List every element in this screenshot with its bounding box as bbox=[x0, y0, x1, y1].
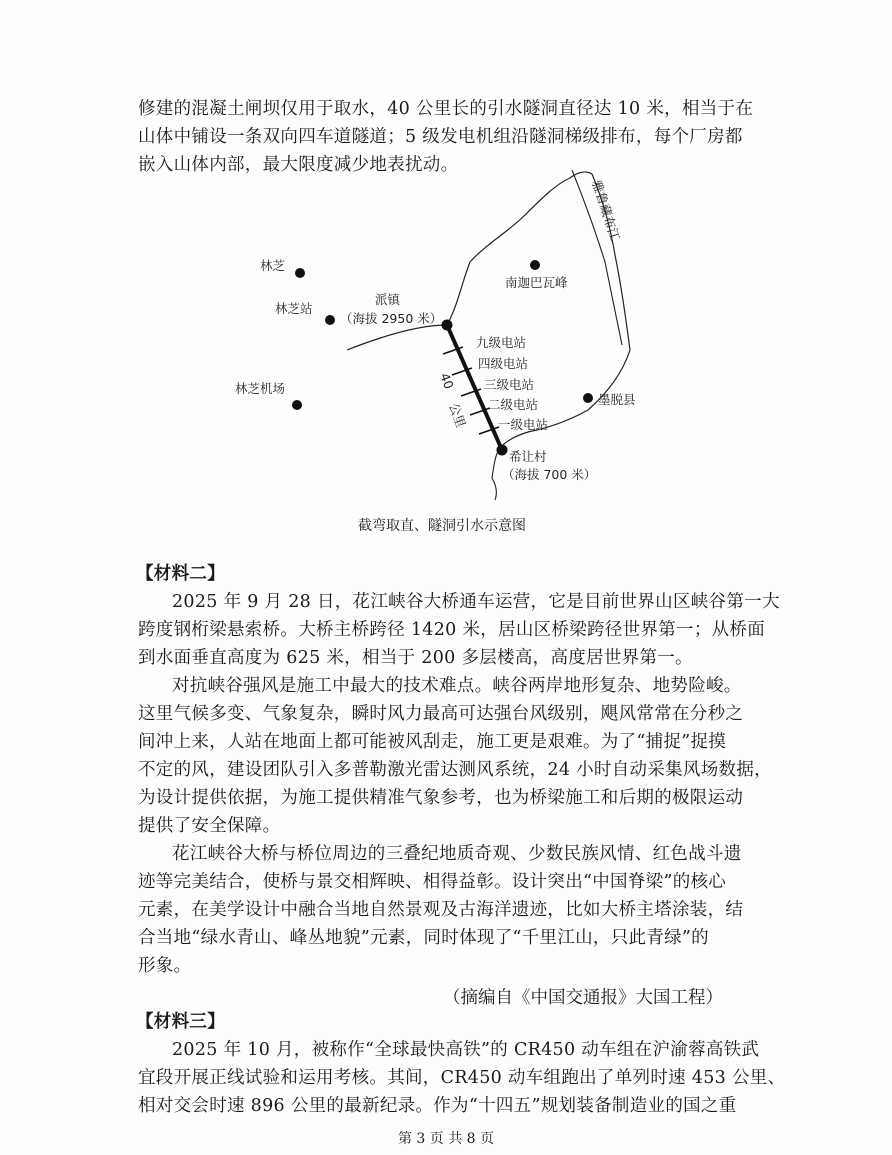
material2-line: 合当地“绿水青山、峰丛地貌”元素，同时体现了“千里江山，只此青绿”的 bbox=[138, 928, 709, 948]
linzhi-dot bbox=[295, 268, 305, 278]
intro-line-2: 山体中铺设一条双向四车道隧道；5 级发电机组沿隧洞梯级排布，每个厂房都 bbox=[138, 127, 743, 147]
material2-line: 不定的风，建设团队引入多普勒激光雷达测风系统，24 小时自动采集风场数据， bbox=[138, 760, 772, 780]
material2-line: 跨度钢桁梁悬索桥。大桥主桥跨径 1420 米，居山区桥梁跨径世界第一；从桥面 bbox=[138, 620, 766, 640]
material3-heading: 【材料三】 bbox=[136, 1012, 225, 1032]
material2-line: 对抗峡谷强风是施工中最大的技术难点。峡谷两岸地形复杂、地势险峻。 bbox=[172, 676, 742, 696]
material2-line: 迹等完美结合，使桥与景交相辉映、相得益彰。设计突出“中国脊梁”的核心 bbox=[138, 872, 727, 892]
xirang-dot bbox=[497, 445, 508, 456]
material2-line: 形象。 bbox=[138, 956, 192, 976]
linzhi-airport-label: 林芝机场 bbox=[235, 381, 286, 396]
namcha-barwa-dot bbox=[530, 260, 540, 270]
diagram-caption: 截弯取直、隧洞引水示意图 bbox=[358, 518, 526, 534]
namcha-barwa-label: 南迦巴瓦峰 bbox=[505, 275, 568, 290]
material2-line: 花江峡谷大桥与桥位周边的三叠纪地质奇观、少数民族风情、红色战斗遗 bbox=[172, 844, 742, 864]
material2-line: 间冲上来，人站在地面上都可能被风刮走，施工更是艰难。为了“捕捉”捉摸 bbox=[138, 732, 727, 752]
station-3-label: 三级电站 bbox=[484, 377, 535, 392]
intro-line-3: 嵌入山体内部，最大限度减少地表扰动。 bbox=[138, 155, 459, 175]
linzhi-station-dot bbox=[325, 315, 335, 325]
medog-label: 墨脱县 bbox=[598, 392, 636, 407]
river-outline-south bbox=[492, 448, 500, 500]
xirang-label: 希让村 bbox=[509, 449, 547, 464]
page-footer: 第 3 页 共 8 页 bbox=[397, 1131, 495, 1147]
river-label: 雅鲁藏布江 bbox=[589, 178, 623, 243]
intro-line-1: 修建的混凝土闸坝仅用于取水，40 公里长的引水隧洞直径达 10 米，相当于在 bbox=[138, 99, 754, 119]
material2-line: 到水面垂直高度为 625 米，相当于 200 多层楼高，高度居世界第一。 bbox=[138, 648, 693, 668]
station-9-label: 九级电站 bbox=[476, 335, 527, 350]
material3-line: 相对交会时速 896 公里的最新纪录。作为“十四五”规划装备制造业的国之重 bbox=[138, 1096, 737, 1116]
material2-line: 这里气候多变、气象复杂，瞬时风力最高可达强台风级别，飓风常常在分秒之 bbox=[138, 704, 744, 724]
material2-source: （摘编自《中国交通报》大国工程） bbox=[443, 988, 723, 1008]
material3-line: 2025 年 10 月，被称作“全球最快高铁”的 CR450 动车组在沪渝蓉高铁武 bbox=[172, 1040, 760, 1060]
pai-town-label: 派镇 bbox=[375, 292, 401, 307]
tunnel-unit-label: 公里 bbox=[446, 400, 469, 430]
station-2-label: 二级电站 bbox=[488, 397, 539, 412]
material2-line: 2025 年 9 月 28 日，花江峡谷大桥通车运营，它是目前世界山区峡谷第一大 bbox=[172, 592, 780, 612]
station-4-label: 四级电站 bbox=[478, 356, 529, 371]
station-1-label: 一级电站 bbox=[498, 417, 549, 432]
pai-town-dot bbox=[442, 320, 453, 331]
material2-line: 为设计提供依据，为施工提供精准气象参考，也为桥梁施工和后期的极限运动 bbox=[138, 788, 744, 808]
pai-altitude-label: （海拔 2950 米） bbox=[340, 311, 443, 326]
material2-line: 提供了安全保障。 bbox=[138, 816, 281, 836]
linzhi-airport-dot bbox=[292, 400, 302, 410]
linzhi-label: 林芝 bbox=[260, 258, 286, 273]
material2-line: 元素，在美学设计中融合当地自然景观及古海洋遗迹，比如大桥主塔涂装，结 bbox=[138, 900, 744, 920]
material3-line: 宜段开展正线试验和运用考核。其间，CR450 动车组跑出了单列时速 453 公里、 bbox=[138, 1068, 786, 1088]
tunnel-length-label: 40 bbox=[437, 370, 457, 391]
linzhi-station-label: 林芝站 bbox=[275, 301, 313, 316]
material2-heading: 【材料二】 bbox=[136, 564, 225, 584]
tunnel-diagram bbox=[0, 0, 892, 560]
medog-dot bbox=[583, 393, 593, 403]
xirang-altitude-label: （海拔 700 米） bbox=[502, 467, 597, 482]
